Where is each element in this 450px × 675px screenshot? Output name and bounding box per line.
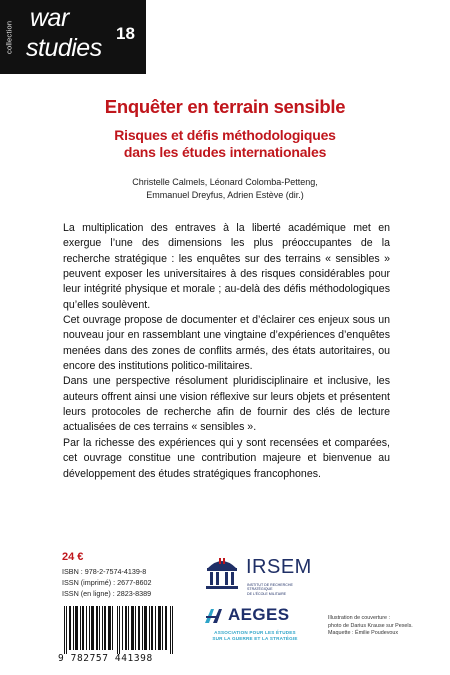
- back-cover-blurb: [63, 221, 390, 482]
- credits-line1: Illustration de couverture :: [328, 615, 391, 621]
- series-name-line2: studies: [26, 34, 102, 62]
- irsem-wordmark: IRSEM: [246, 556, 312, 578]
- authors-line2: Emmanuel Dreyfus, Adrien Estève (dir.): [146, 190, 304, 200]
- blurb-paragraph: Cet ouvrage propose de documenter et d’éclairer ces enjeux sous un nouveau jour en rassemblant une vingtaine d’expériences d’enquêtes menées dans des zones de conflits armés, des états autoritaires, ou encore des institutions politico-militaires.: [63, 314, 390, 373]
- series-name-line1: war: [30, 4, 69, 32]
- aeges-wordmark: AEGES: [228, 605, 290, 624]
- authors-line1: Christelle Calmels, Léonard Colomba-Petteng,: [132, 177, 318, 187]
- identifier-block: [62, 566, 151, 599]
- issn-print: ISSN (imprimé) : 2677-8602: [62, 578, 152, 587]
- book-subtitle: [0, 127, 450, 161]
- blurb-paragraph: La multiplication des entraves à la liberté académique met en exergue l’une des dimensions les plus préoccupantes de la recherche stratégique : les enquêtes sur des terrains « sensibles » peuvent exposer les universitaires à des risques considérables pour leur intégrité physique et morale ; au-delà des défis méthodologiques qu’elles soulèvent.: [63, 222, 390, 311]
- subtitle-line2: dans les études internationales: [123, 144, 327, 160]
- credits-line2: photo de Darius Krause sur Pexels.: [328, 622, 413, 629]
- irsem-building-icon: [202, 552, 242, 592]
- irsem-sub-line2: DE L’ÉCOLE MILITAIRE: [247, 591, 287, 596]
- blurb-paragraph: Par la richesse des expériences qui y sont recensées et comparées, cet ouvrage constitue une contribution majeure et bienvenue au développement des études stratégiques francophones.: [63, 436, 390, 480]
- aeges-emblem-icon: [202, 606, 228, 626]
- credits-line3: Maquette : Émilie Poudevoux: [328, 630, 399, 637]
- isbn: ISBN : 978-2-7574-4139-8: [62, 567, 147, 576]
- blurb-paragraph: Dans une perspective résolument pluridisciplinaire et inclusive, les auteurs offrent ainsi une vision réflexive sur leurs objets et présentent leurs protocoles de recherche afin de fournir des clés de lecture actualisées de ces terrains « sensibles ».: [63, 375, 390, 434]
- barcode-digits: 9 782757 441398: [58, 653, 153, 664]
- book-authors: [0, 176, 450, 202]
- series-collection-label: collection: [4, 20, 14, 54]
- series-number: 18: [116, 24, 135, 43]
- book-title: Enquêter en terrain sensible: [104, 96, 346, 117]
- subtitle-line1: Risques et défis méthodologiques: [114, 127, 336, 143]
- irsem-subtitle: [247, 583, 313, 596]
- barcode: [62, 606, 178, 654]
- aeges-sub-line2: SUR LA GUERRE ET LA STRATÉGIE: [212, 636, 298, 641]
- price: 24 €: [62, 551, 84, 563]
- aeges-subtitle: [204, 630, 306, 642]
- irsem-sub-line1: INSTITUT DE RECHERCHE STRATÉGIQUE: [247, 583, 293, 592]
- aeges-sub-line1: ASSOCIATION POUR LES ÉTUDES: [214, 630, 296, 635]
- series-logo-block: [0, 0, 146, 74]
- cover-credits: [328, 615, 438, 638]
- issn-online: ISSN (en ligne) : 2823-8389: [62, 589, 152, 598]
